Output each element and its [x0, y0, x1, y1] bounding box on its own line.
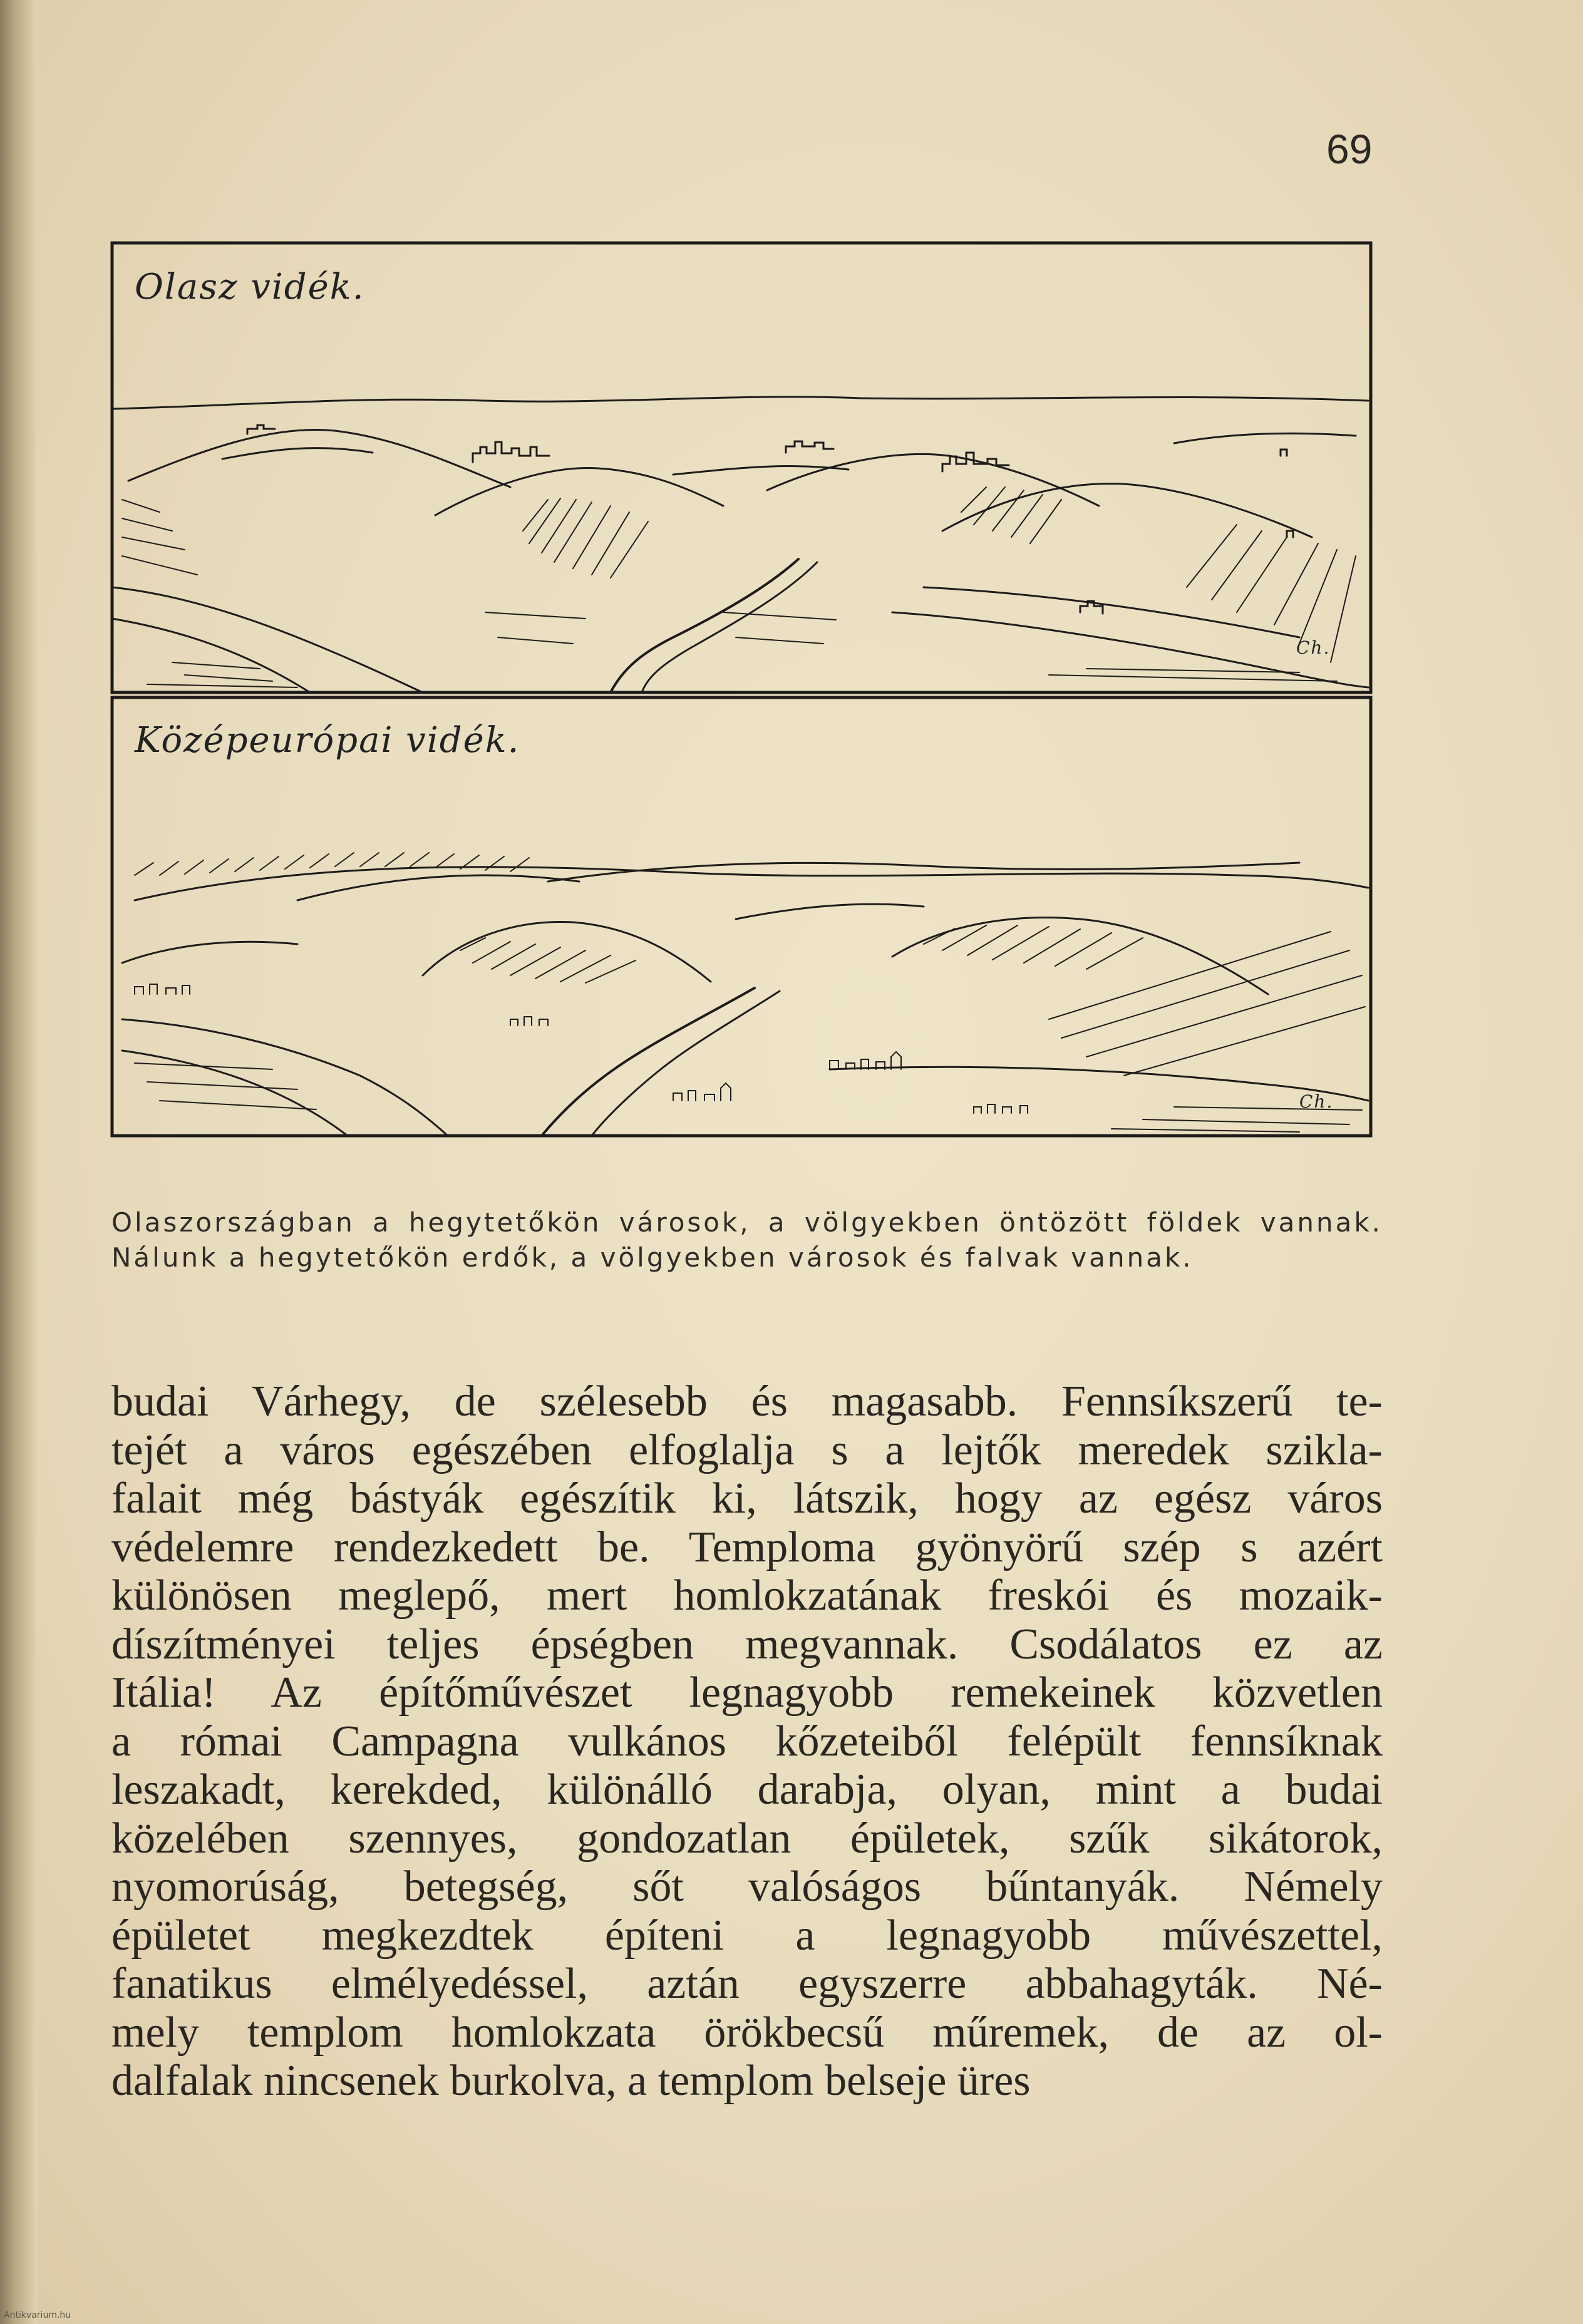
- body-line: a római Campagna vulkános kőzeteiből felépült fennsíknak: [111, 1717, 1383, 1766]
- figure-caption: Olaszországban a hegytetőkön városok, a völgyekben öntözött földek vannak. Nálunk a hegytetőkön erdők, a völgyekben városok és falvak vannak.: [111, 1207, 1383, 1273]
- body-line: nyomorúság, betegség, sőt valóságos bűntanyák. Némely: [111, 1863, 1383, 1911]
- top-panel-label: Olasz vidék.: [135, 267, 365, 307]
- body-text: [111, 1377, 1383, 2105]
- body-line: épületet megkezdtek építeni a legnagyobb művészettel,: [111, 1911, 1383, 1960]
- body-line: falait még bástyák egészítik ki, látszik, hogy az egész város: [111, 1474, 1383, 1523]
- central-european-landscape-sketch: [122, 853, 1368, 1136]
- book-spine-shadow: [0, 0, 38, 2324]
- bottom-panel-frame: [112, 697, 1371, 1136]
- illustration-drawing: [110, 237, 1381, 1144]
- landscape-illustration: [110, 237, 1381, 1144]
- body-line: mely templom homlokzata örökbecsű műremek, de az ol-: [111, 2008, 1383, 2057]
- body-line: budai Várhegy, de szélesebb és magasabb. Fennsíkszerű te-: [111, 1377, 1383, 1426]
- top-artist-signature: Ch.: [1296, 637, 1331, 658]
- body-line: védelemre rendezkedett be. Temploma gyönyörű szép s azért: [111, 1523, 1383, 1571]
- body-line: fanatikus elmélyedéssel, aztán egyszerre abbahagyták. Né-: [111, 1960, 1383, 2008]
- page-number: 69: [1326, 126, 1373, 172]
- watermark: Antikvarium.hu: [4, 2310, 71, 2320]
- body-line: különösen meglepő, mert homlokzatának freskói és mozaik-: [111, 1571, 1383, 1620]
- body-line: Itália! Az építőművészet legnagyobb remekeinek közvetlen: [111, 1668, 1383, 1717]
- body-line: leszakadt, kerekded, különálló darabja, olyan, mint a budai: [111, 1766, 1383, 1814]
- italian-landscape-sketch: [112, 397, 1368, 692]
- body-line: díszítményei teljes épségben megvannak. Csodálatos ez az: [111, 1620, 1383, 1668]
- body-line: dalfalak nincsenek burkolva, a templom belseje üres: [111, 2057, 1031, 2105]
- bottom-panel-label: Középeurópai vidék.: [135, 720, 520, 761]
- body-line: közelében szennyes, gondozatlan épületek, szűk sikátorok,: [111, 1814, 1383, 1863]
- bottom-artist-signature: Ch.: [1299, 1091, 1334, 1112]
- body-line: tejét a város egészében elfoglalja s a lejtők meredek szikla-: [111, 1426, 1383, 1474]
